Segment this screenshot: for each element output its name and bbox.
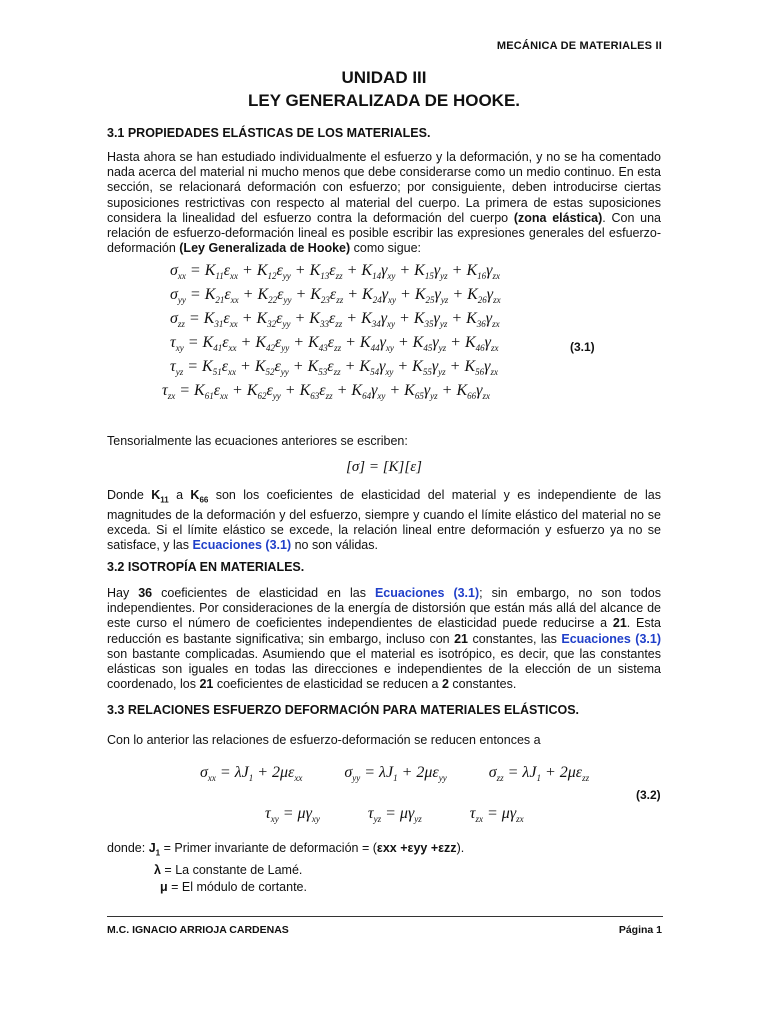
equation-normal-stresses: $\sigma_{xx} = \lambda J_1 + 2\mu\varepsilon_{xx}$ $\sigma_{yy} = \lambda J_1 + 2\mu\varepsilon_{yy}$ $\sigma_{zz} = \lambda J_1 + 2\mu\varepsilon_{zz}$: [200, 764, 590, 784]
equation-sigma-zz: $\sigma_{zz} = K_{31}\varepsilon_{xx} + K_{32}\varepsilon_{yy} + K_{33}\varepsilon_{zz} + K_{34}\gamma_{xy} + K_{35}\gamma_{yz} + K_{36}\gamma_{zx}$: [170, 310, 500, 330]
eq-lhs-sub: yz: [175, 367, 184, 378]
unit-subtitle: LEY GENERALIZADA DE HOOKE.: [247, 91, 521, 110]
text-run: . Con una relación de esfuerzo-deformación lineal es posible escribir las expresiones generales del esfuerzo-deformación: [107, 210, 661, 256]
bold-text: (Ley Generalizada de Hooke): [179, 241, 351, 256]
strain-terms: εxx +εyy +εzz: [376, 841, 457, 855]
equation-tau-xy: $\tau_{xy} = K_{41}\varepsilon_{xx} + K_{42}\varepsilon_{yy} + K_{43}\varepsilon_{zz} + K_{44}\gamma_{xy} + K_{45}\gamma_{yz} + K_{46}\gamma_{zx}$: [170, 334, 499, 354]
section-heading-3-3: 3.3 RELACIONES ESFUERZO DEFORMACIÓN PARA MATERIALES ELÁSTICOS.: [107, 703, 580, 717]
eq-lhs: σ: [170, 310, 178, 327]
definitions-list: [107, 840, 464, 896]
footer-author: M.C. IGNACIO ARRIOJA CARDENAS: [107, 924, 289, 936]
footer-divider: [107, 916, 663, 917]
text-run: ; sin embargo, no son todos independientes. Por consideraciones de la energía de distorsión que están más allá del alcance de este curso el número de coeficientes independientes de elasticidad puede reducirse a: [107, 586, 662, 631]
eq-lhs: τ: [162, 382, 168, 399]
equation-block-3-1: [162, 262, 530, 406]
eq-lhs-sub: xx: [177, 271, 186, 282]
definition-end: ).: [456, 841, 465, 855]
equation-link[interactable]: Ecuaciones (3.1): [192, 538, 292, 553]
paragraph-intro: [107, 150, 661, 256]
bold-text: (zona elástica): [513, 210, 603, 225]
eq-lhs: τ: [170, 334, 176, 351]
text-run: constantes.: [448, 677, 517, 692]
definition-mu: [107, 879, 464, 896]
text-run: no son válidas.: [291, 538, 378, 553]
eq-lhs: τ: [170, 358, 176, 375]
equation-link[interactable]: Ecuaciones (3.1): [374, 586, 480, 600]
text-run: como sigue:: [350, 241, 422, 256]
text-run: coeficientes de elasticidad se reducen a: [213, 677, 442, 692]
bold-number: 2: [441, 677, 449, 692]
section-heading-3-2: 3.2 ISOTROPÍA EN MATERIALES.: [107, 560, 305, 574]
definition-text: = El módulo de cortante.: [167, 879, 307, 894]
symbol-sub: 1: [155, 848, 161, 858]
equation-tau-yz: $\tau_{yz} = K_{51}\varepsilon_{xx} + K_{52}\varepsilon_{yy} + K_{53}\varepsilon_{zz} + K_{54}\gamma_{xy} + K_{55}\gamma_{yz} + K_{56}\gamma_{zx}$: [170, 358, 498, 378]
symbol-mu: μ: [160, 879, 168, 894]
equation-shear-stresses: $\tau_{xy} = \mu\gamma_{xy}$ $\tau_{yz} = \mu\gamma_{yz}$ $\tau_{zx} = \mu\gamma_{zx}$: [265, 805, 524, 825]
tensor-intro: Tensorialmente las ecuaciones anteriores se escriben:: [107, 434, 408, 448]
bold-number: 21: [454, 631, 469, 646]
symbol-lambda: λ: [154, 862, 161, 877]
eq-lhs-sub: zx: [167, 391, 176, 402]
eq-lhs-sub: yy: [177, 295, 186, 306]
k-sub: 66: [199, 495, 209, 505]
eq-lhs: σ: [170, 262, 178, 279]
definition-lambda: [107, 862, 464, 879]
equation-tau-zx: $\tau_{zx} = K_{61}\varepsilon_{xx} + K_{62}\varepsilon_{yy} + K_{63}\varepsilon_{zz} + K_{64}\gamma_{xy} + K_{65}\gamma_{yz} + K_{66}\gamma_{zx}$: [162, 382, 490, 402]
k11-symbol: [151, 488, 169, 505]
section-heading-3-1: 3.1 PROPIEDADES ELÁSTICAS DE LOS MATERIALES.: [107, 126, 431, 140]
definition-text: = La constante de Lamé.: [160, 862, 303, 877]
paragraph-reduction: Con lo anterior las relaciones de esfuerzo-deformación se reducen entonces a: [107, 733, 541, 747]
text-run: Hay: [107, 586, 139, 600]
text-run: constantes, las: [468, 631, 562, 646]
k66-symbol: [190, 488, 209, 505]
equation-sigma-xx: $\sigma_{xx} = K_{11}\varepsilon_{xx} + K_{12}\varepsilon_{yy} + K_{13}\varepsilon_{zz} + K_{14}\gamma_{xy} + K_{15}\gamma_{yz} + K_{16}\gamma_{zx}$: [170, 262, 500, 282]
text-run: Donde: [107, 488, 152, 502]
eq-lhs: σ: [170, 286, 178, 303]
bold-number: 21: [199, 677, 214, 692]
text-run: a: [168, 488, 191, 502]
equation-sigma-yy: $\sigma_{yy} = K_{21}\varepsilon_{xx} + K_{22}\varepsilon_{yy} + K_{23}\varepsilon_{zz} + K_{24}\gamma_{xy} + K_{25}\gamma_{yz} + K_{26}\gamma_{zx}$: [170, 286, 501, 306]
k-letter: K: [151, 488, 161, 502]
bold-number: 21: [612, 616, 627, 631]
text-run: coeficientes de elasticidad en las: [152, 586, 375, 600]
text-run: Hasta ahora se han estudiado individualmente el esfuerzo y la deformación, y no se ha comentado nada acerca del material ni mucho menos que debe considerarse como un medio continuo. En esta sección, se relacionará deformación con esfuerzo; por consiguiente, deben introducirse ciertas suposiciones restrictivas con respecto al material del cuerpo. La primera de estas suposiciones considera la linealidad del esfuerzo contra la deformación del cuerpo: [107, 150, 661, 225]
footer-page-number: Página 1: [618, 924, 662, 936]
equation-number-3-2: (3.2): [636, 788, 661, 802]
tensor-equation: [σ] = [K][ε]: [346, 459, 422, 475]
bold-number: 36: [138, 586, 153, 600]
k-letter: K: [190, 488, 200, 502]
eq-lhs-sub: zz: [177, 319, 185, 330]
definitions-prefix: donde:: [107, 841, 149, 855]
running-header: MECÁNICA DE MATERIALES II: [496, 40, 662, 52]
eq-lhs-sub: xy: [175, 343, 184, 354]
definition-j1: [107, 840, 464, 862]
symbol-j: J: [148, 841, 156, 855]
k-sub: 11: [160, 495, 169, 505]
paragraph-isotropy: [107, 586, 661, 692]
paragraph-coefficients: [107, 488, 661, 553]
unit-title: UNIDAD III: [341, 68, 427, 87]
text-run: . Esta reducción es bastante significativa; sin embargo, incluso con: [107, 616, 661, 646]
definition-text: = Primer invariante de deformación = (: [160, 841, 377, 855]
text-run: son los coeficientes de elasticidad del material y es independiente de las magnitudes de la deformación y del esfuerzo, siempre y cuando el límite elástico del material no se exceda. Si el límite elástico se excede, la relación lineal entre deformación y esfuerzo ya no se satisface, y las: [107, 488, 661, 553]
equation-number-3-1: (3.1): [570, 340, 595, 354]
text-run: son bastante complicadas. Asumiendo que el material es isotrópico, es decir, que las constantes elásticas son iguales en todas las direcciones e independientes de la elección de un sistema coordenado, los: [107, 646, 661, 692]
equation-link[interactable]: Ecuaciones (3.1): [561, 631, 662, 646]
